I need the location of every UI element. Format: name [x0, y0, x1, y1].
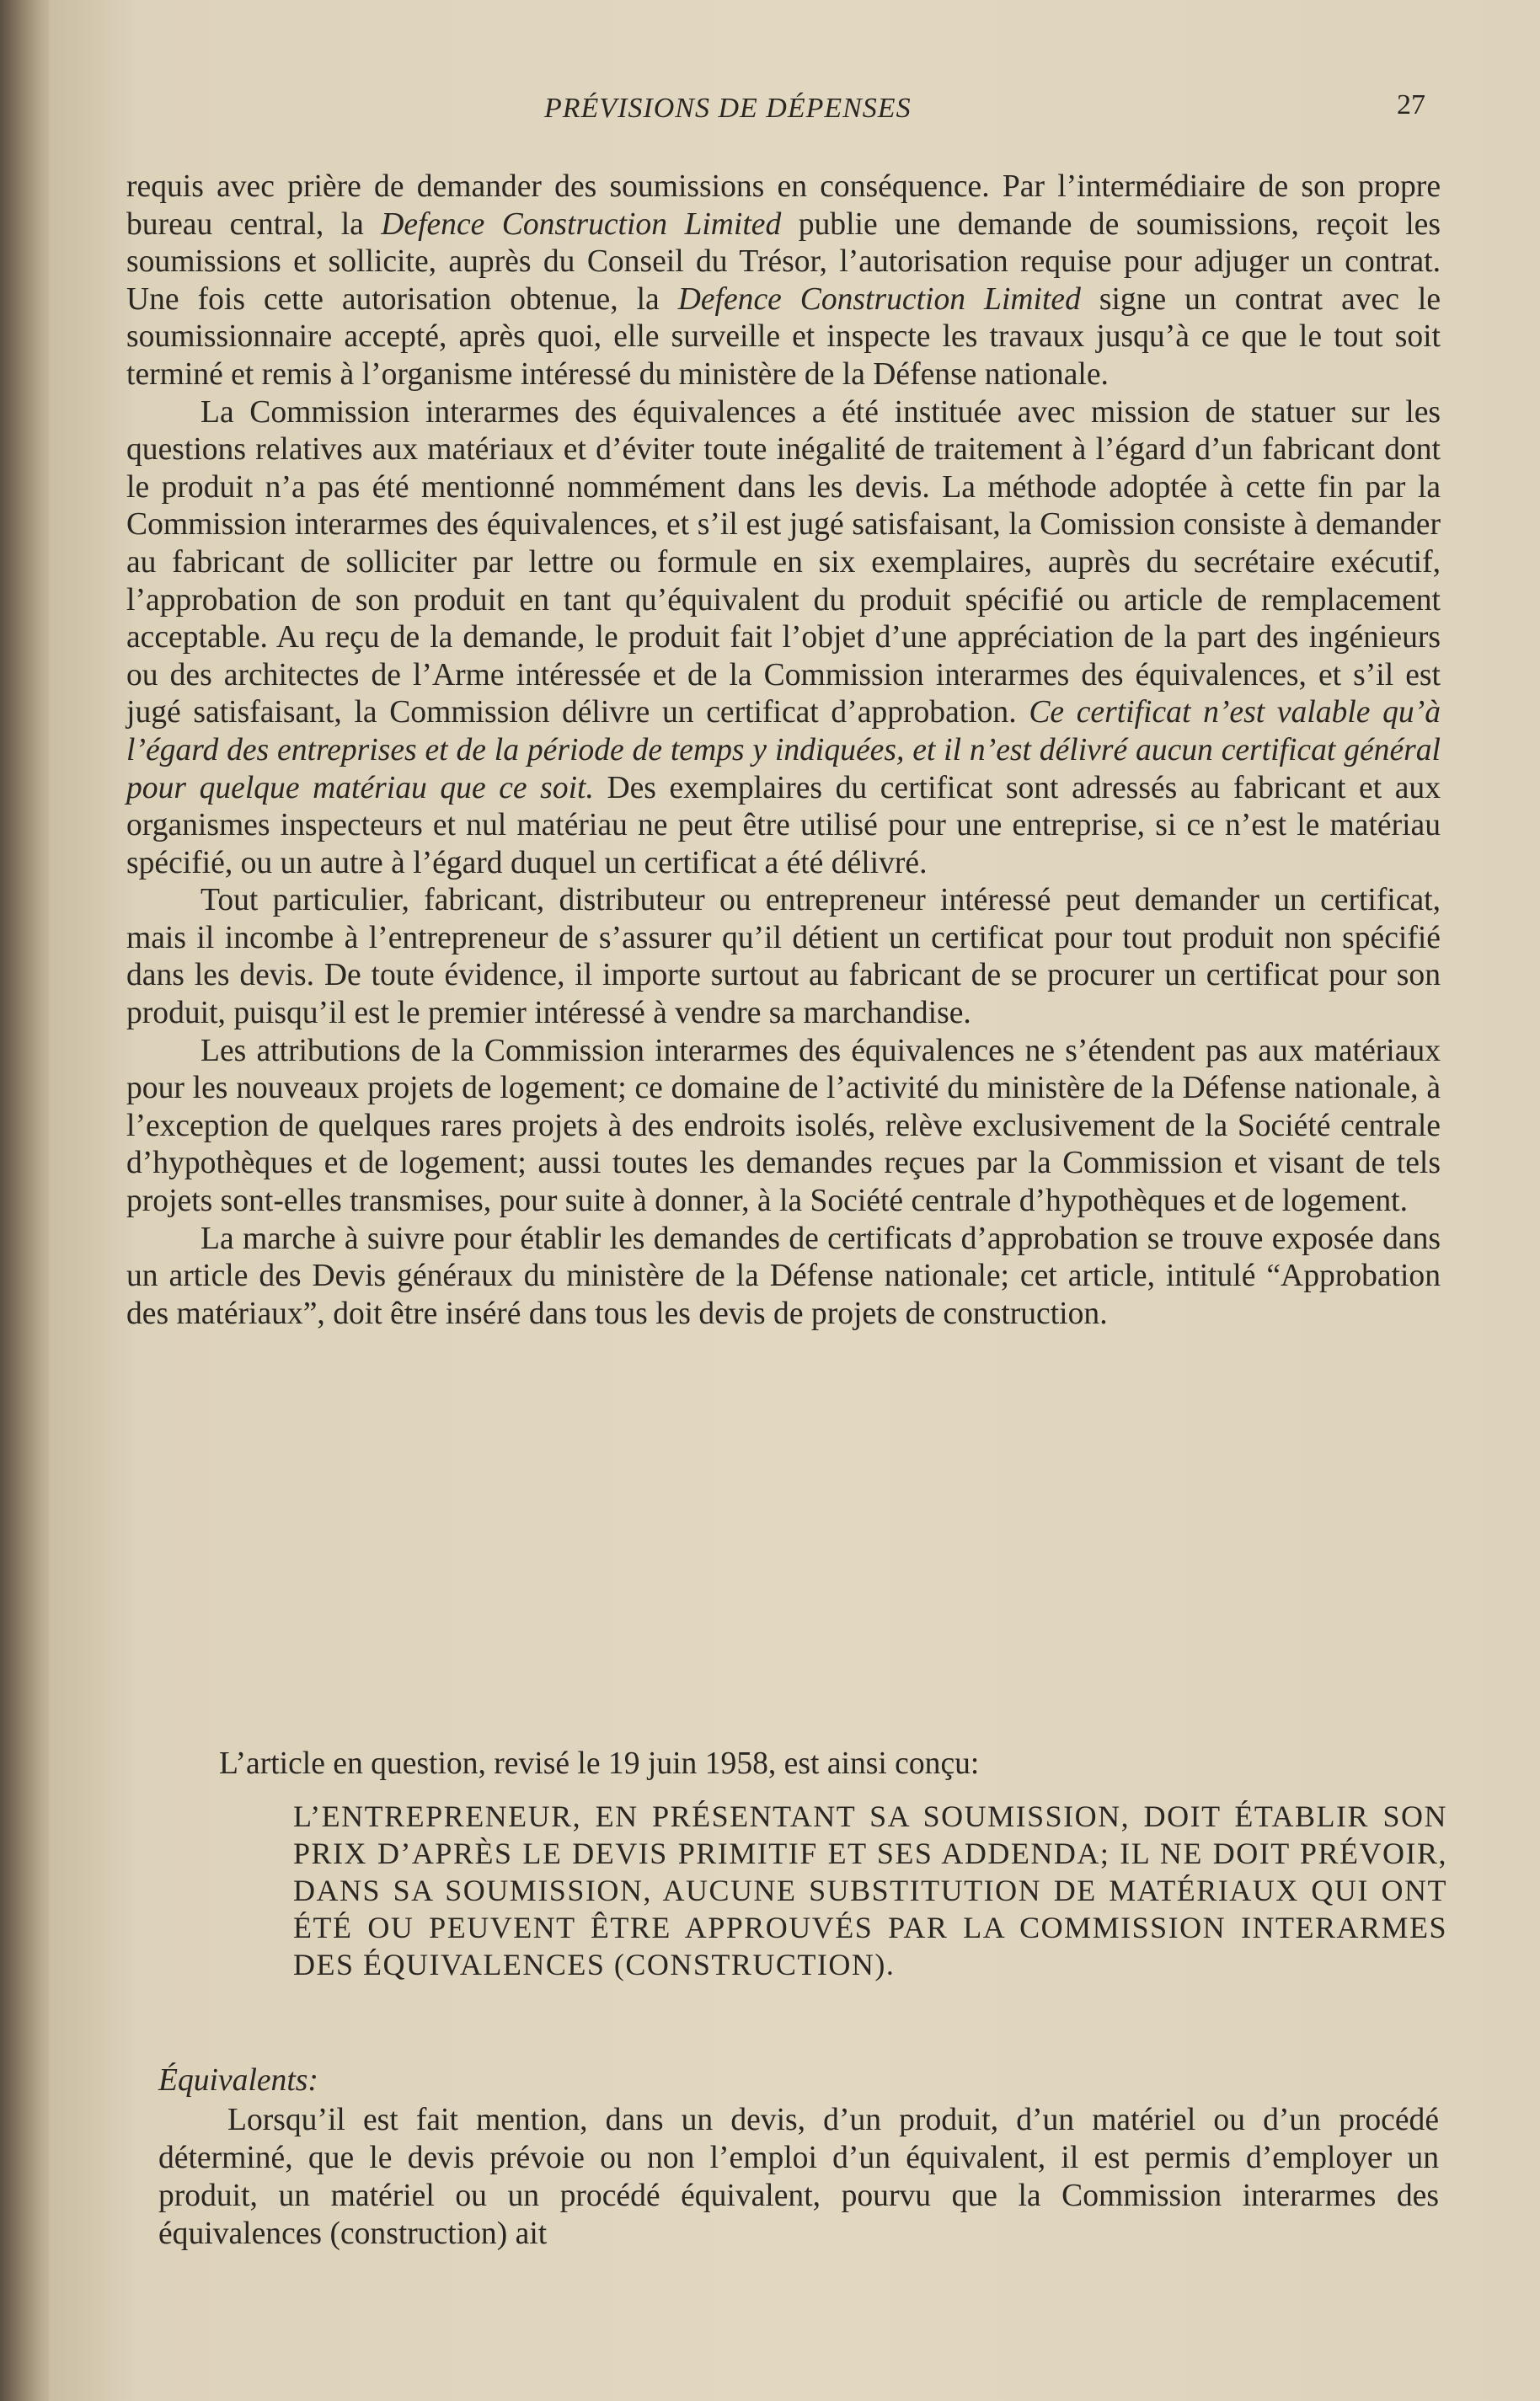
- paragraph-2-italic-clause: Ce certificat n’est valable qu’à l’égard des entreprises et de la période de temps y indiquées, et il n’est délivré aucun certificat général pour quelque matériau que ce soit.: [126, 695, 1441, 805]
- final-paragraph: Lorsqu’il est fait mention, dans un devis, d’un produit, d’un matériel ou d’un procédé déterminé, que le devis prévoie ou non l’emploi d’un équivalent, il est permis d’employer un produit, un matériel ou un procédé équivalent, pourvu que la Commission interarmes des équivalences (construction) ait: [158, 2103, 1439, 2251]
- page-header: [49, 86, 1540, 128]
- paragraph-5: La marche à suivre pour établir les demandes de certificats d’approbation se trouve exposée dans un article des Devis généraux du ministère de la Défense nationale; cet article, intitulé “Approbation des matériaux”, doit être inséré dans tous les devis de projets de construction.: [126, 1221, 1441, 1331]
- company-name-italic: Defence Construction Limited: [381, 206, 782, 242]
- document-page: [49, 0, 1540, 2401]
- paragraph-1-text-c: publie une demande de soumissions, reçoit les soumissions et sollicite, auprès du Conseil du Trésor, l’autorisation requise pour adjuger un contrat. Une fois cette autorisation obtenue, la: [126, 206, 1441, 317]
- section-subheading: Équivalents:: [158, 2063, 318, 2098]
- final-paragraph-block: [158, 2101, 1439, 2253]
- paragraph-1: [126, 168, 1441, 394]
- quoted-article: L’ENTREPRENEUR, EN PRÉSENTANT SA SOUMISSION, DOIT ÉTABLIR SON PRIX D’APRÈS LE DEVIS PRIMITIF ET SES ADDENDA; IL NE DOIT PRÉVOIR, DANS SA SOUMISSION, AUCUNE SUBSTITUTION DE MATÉRIAUX QUI ONT ÉTÉ OU PEUVENT ÊTRE APPROUVÉS PAR LA COMMISSION INTERARMES DES ÉQUIVALENCES (CONSTRUCTION).: [293, 1799, 1447, 1981]
- page-number: 27: [1397, 89, 1425, 120]
- company-name-italic: Defence Construction Limited: [677, 281, 1081, 317]
- paragraph-2: [126, 394, 1441, 883]
- paragraph-3: Tout particulier, fabricant, distributeur ou entrepreneur intéressé peut demander un certificat, mais il incombe à l’entrepreneur de s’assurer qu’il détient un certificat pour tout produit non spécifié dans les devis. De toute évidence, il importe surtout au fabricant de se procurer un certificat pour son produit, puisqu’il est le premier intéressé à vendre sa marchandise.: [126, 883, 1441, 1031]
- paragraph-1-text-a: requis avec prière de demander des soumissions en conséquence. Par l’intermédiaire de son propre bureau central, la: [126, 169, 1441, 242]
- body-text: [126, 168, 1441, 1333]
- running-title: PRÉVISIONS DE DÉPENSES: [544, 93, 912, 124]
- paragraph-4: Les attributions de la Commission interarmes des équivalences ne s’étendent pas aux matériaux pour les nouveaux projets de logement; ce domaine de l’activité du ministère de la Défense nationale, à l’exception de quelques rares projets à des endroits isolés, relève exclusivement de la Société centrale d’hypothèques et de logement; aussi toutes les demandes reçues par la Commission et visant de tels projets sont-elles transmises, pour suite à donner, à la Société centrale d’hypothèques et de logement.: [126, 1033, 1441, 1219]
- paragraph-2-text-a: La Commission interarmes des équivalences a été instituée avec mission de statuer sur les questions relatives aux matériaux et d’éviter toute inégalité de traitement à l’égard d’un fabricant dont le produit n’a pas été mentionné nommément dans les devis. La méthode adoptée à cette fin par la Commission interarmes des équivalences, et s’il est jugé satisfaisant, la Comission consiste à demander au fabricant de solliciter par lettre ou formule en six exemplaires, auprès du secrétaire exécutif, l’approbation de son produit en tant qu’équivalent du produit spécifié ou article de remplacement acceptable. Au reçu de la demande, le produit fait l’objet d’une appréciation de la part des ingénieurs ou des architectes de l’Arme intéressée et de la Commission interarmes des équivalences, et s’il est jugé satisfaisant, la Commission délivre un certificat d’approbation.: [126, 394, 1441, 730]
- quote-intro: L’article en question, revisé le 19 juin 1958, est ainsi conçu:: [219, 1746, 980, 1781]
- paragraph-2-text-c: Des exemplaires du certificat sont adressés au fabricant et aux organismes inspecteurs et nul matériau ne peut être utilisé pour une entreprise, si ce n’est le matériau spécifié, ou un autre à l’égard duquel un certificat a été délivré.: [126, 770, 1441, 880]
- paragraph-1-text-e: signe un contrat avec le soumissionnaire accepté, après quoi, elle surveille et inspecte les travaux jusqu’à ce que le tout soit terminé et remis à l’organisme intéressé du ministère de la Défense nationale.: [126, 281, 1441, 392]
